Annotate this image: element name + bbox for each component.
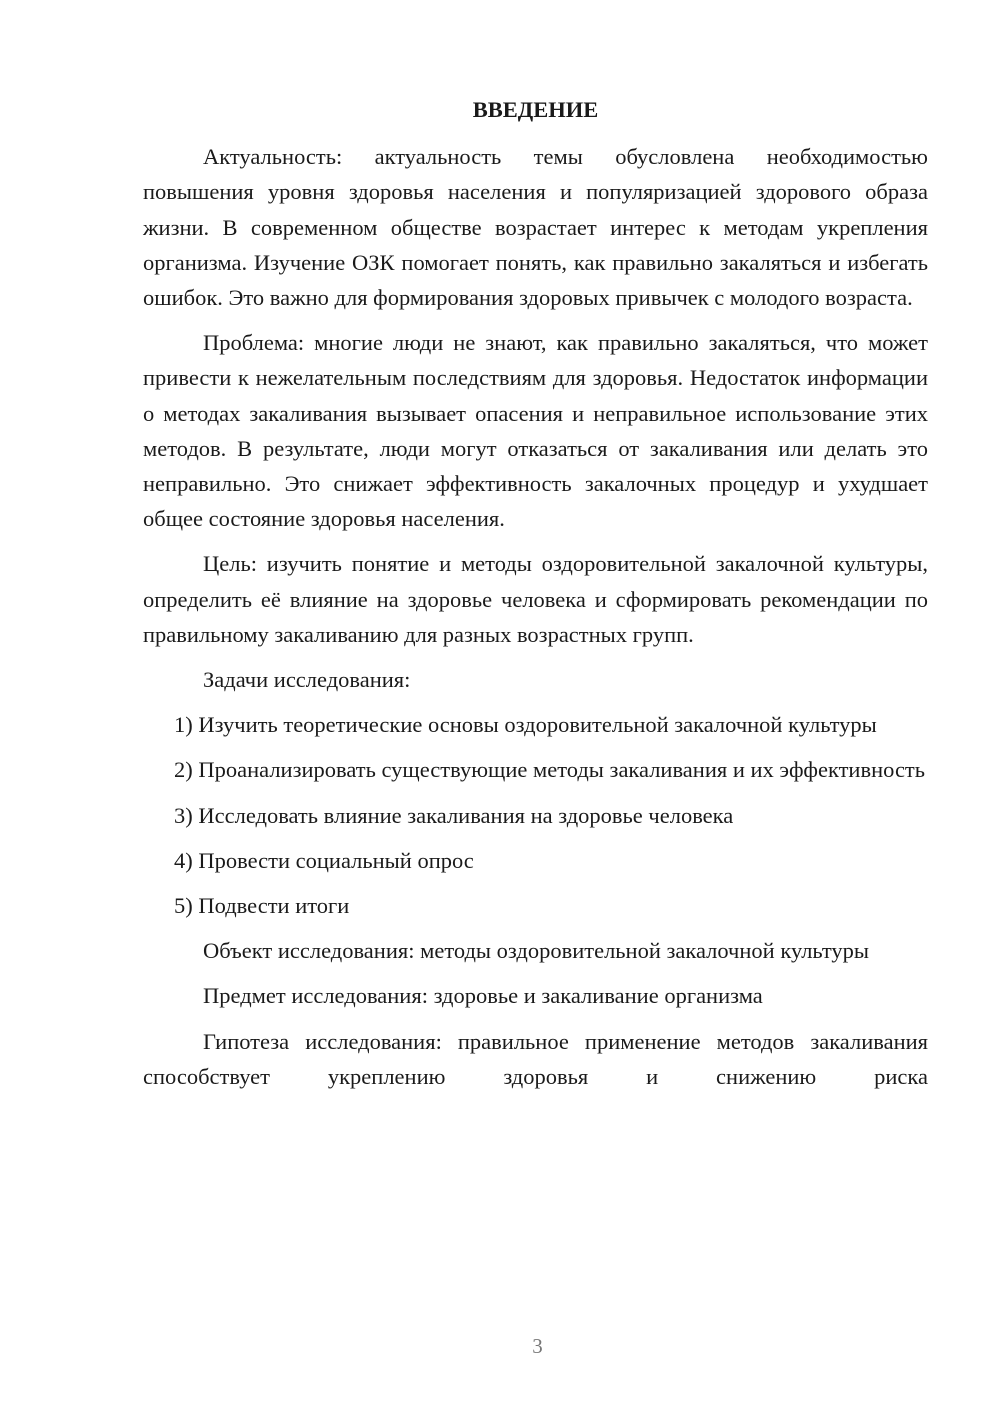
goal-paragraph: Цель: изучить понятие и методы оздоровительной закалочной культуры, определить её влияние на здоровье человека и сформировать рекомендации по правильному закаливанию для разных возрастных групп. [143, 551, 928, 647]
section-heading: ВВЕДЕНИЕ [472, 97, 599, 122]
page-number: 3 [532, 1334, 543, 1358]
task-item-3: 3) Исследовать влияние закаливания на здоровье человека [174, 802, 734, 828]
relevance-paragraph: Актуальность: актуальность темы обусловлена необходимостью повышения уровня здоровья населения и популяризацией здорового образа жизни. В современном обществе возрастает интерес к методам укрепления организма. Изучение ОЗК помогает понять, как правильно закаляться и избегать ошибок. Это важно для формирования здоровых привычек с молодого возраста. [143, 144, 928, 311]
object-paragraph: Объект исследования: методы оздоровительной закалочной культуры [203, 938, 869, 964]
tasks-list [143, 707, 928, 923]
task-item-4: 4) Провести социальный опрос [174, 847, 474, 873]
problem-paragraph: Проблема: многие люди не знают, как правильно закаляться, что может привести к нежелательным последствиям для здоровья. Недостаток информации о методах закаливания вызывает опасения и неправильное использование этих методов. В результате, люди могут отказаться от закаливания или делать это неправильно. Это снижает эффективность закалочных процедур и ухудшает общее состояние здоровья населения. [143, 330, 928, 532]
tasks-title: Задачи исследования: [203, 667, 411, 693]
page-content [143, 92, 928, 1104]
task-item-2: 2) Проанализировать существующие методы закаливания и их эффективность [174, 757, 926, 783]
task-item-5: 5) Подвести итоги [174, 893, 350, 919]
subject-paragraph: Предмет исследования: здоровье и закаливание организма [203, 983, 763, 1009]
task-item-1: 1) Изучить теоретические основы оздоровительной закалочной культуры [174, 712, 877, 738]
hypothesis-paragraph: Гипотеза исследования: правильное применение методов закаливания способствует укреплению здоровья и снижению риска [143, 1028, 928, 1089]
